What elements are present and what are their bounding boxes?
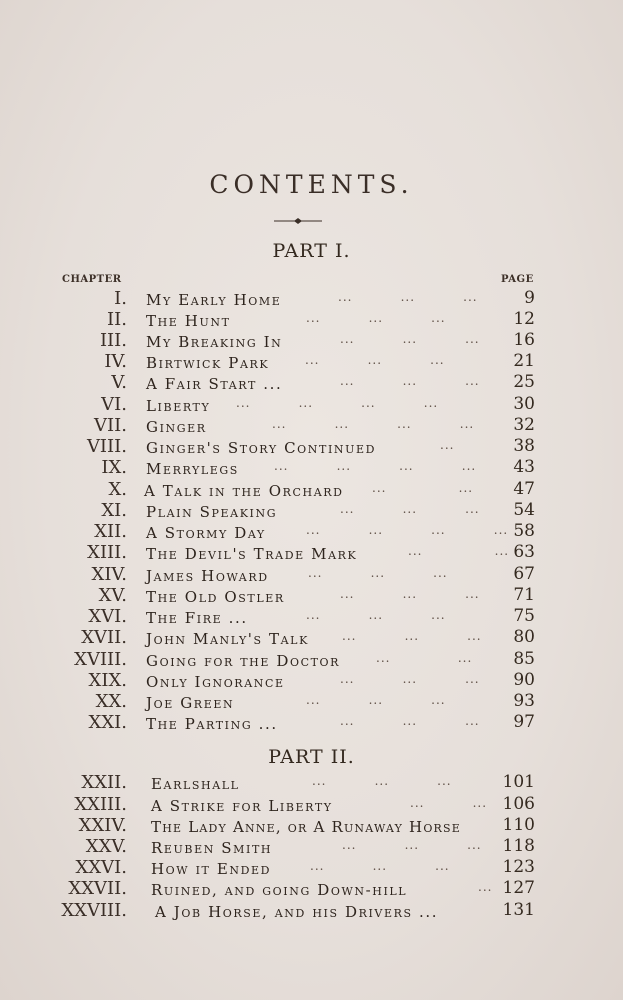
chapter-title: A Stormy Day — [146, 524, 266, 542]
chapter-title: Ruined, and going Down-hill — [151, 881, 408, 899]
leader-dots: ... ... ... ... — [274, 459, 477, 473]
chapter-title: My Breaking In — [146, 333, 283, 351]
chapter-title: James Howard — [146, 567, 269, 585]
chapter-number: XXI. — [88, 712, 127, 733]
contents-title: CONTENTS. — [209, 170, 414, 199]
chapter-title: Ginger's Story Continued — [146, 439, 377, 457]
page-number: 106 — [502, 794, 535, 814]
toc-row[interactable] — [0, 606, 623, 627]
chapter-title: John Manly's Talk — [146, 630, 309, 648]
chapter-title: A Talk in the Orchard — [144, 482, 344, 500]
leader-dots: ... ... ... — [306, 608, 446, 622]
chapter-number: XVIII. — [74, 649, 127, 670]
leader-dots: ... — [440, 438, 455, 452]
toc-row[interactable] — [0, 288, 623, 309]
toc-row[interactable] — [0, 772, 623, 793]
chapter-title: Birtwick Park — [146, 354, 270, 372]
leader-dots: ... ... ... — [310, 859, 450, 873]
chapter-number: XXVIII. — [61, 900, 127, 921]
toc-row[interactable] — [0, 564, 623, 585]
chapter-column-label: CHAPTER — [62, 274, 122, 285]
leader-dots: ... ... ... — [305, 353, 445, 367]
chapter-title: Going for the Doctor — [146, 652, 341, 670]
chapter-number: XII. — [94, 521, 127, 542]
toc-row[interactable] — [0, 691, 623, 712]
chapter-number: IX. — [101, 457, 127, 478]
leader-dots: ... ... ... ... — [306, 523, 509, 537]
ornament-divider-icon — [272, 216, 324, 226]
chapter-number: XIV. — [91, 564, 127, 585]
toc-row[interactable] — [0, 500, 623, 521]
toc-row[interactable] — [0, 878, 623, 899]
leader-dots: ... ... — [376, 651, 473, 665]
chapter-title: The Hunt — [146, 312, 231, 330]
chapter-number: IV. — [104, 351, 127, 372]
page-number: 9 — [524, 288, 535, 308]
chapter-title: The Fire ... — [146, 609, 248, 627]
toc-row[interactable] — [0, 436, 623, 457]
toc-row[interactable] — [0, 649, 623, 670]
page-number: 58 — [513, 521, 535, 541]
part-two-heading: PART II. — [268, 746, 355, 768]
chapter-title: The Devil's Trade Mark — [146, 545, 358, 563]
chapter-number: II. — [107, 309, 127, 330]
leader-dots: ... ... ... — [306, 693, 446, 707]
leader-dots: ... ... ... ... — [236, 396, 439, 410]
chapter-number: XX. — [95, 691, 127, 712]
chapter-title: How it Ended — [151, 860, 272, 878]
chapter-title: Joe Green — [146, 694, 235, 712]
page-number: 12 — [513, 309, 535, 329]
chapter-number: III. — [99, 330, 127, 351]
leader-dots: ... — [478, 880, 493, 894]
leader-dots: ... ... ... — [342, 838, 482, 852]
leader-dots: ... ... ... — [306, 311, 446, 325]
toc-row[interactable] — [0, 794, 623, 815]
toc-row[interactable] — [0, 330, 623, 351]
chapter-title: The Old Ostler — [146, 588, 285, 606]
leader-dots: ... ... ... — [340, 502, 480, 516]
leader-dots: ... ... — [372, 481, 474, 495]
chapter-title: Plain Speaking — [146, 503, 278, 521]
chapter-title: A Job Horse, and his Drivers ... — [155, 903, 439, 921]
chapter-number: VIII. — [86, 436, 127, 457]
chapter-number: XXII. — [81, 772, 127, 793]
page-number: 85 — [513, 649, 535, 669]
chapter-title: A Fair Start ... — [146, 375, 283, 393]
chapter-number: V. — [111, 372, 127, 393]
leader-dots: ... ... ... — [338, 290, 478, 304]
page-number: 38 — [513, 436, 535, 456]
page-number: 123 — [502, 857, 535, 877]
page-number: 118 — [502, 836, 535, 856]
page-number: 80 — [513, 627, 535, 647]
page-number: 63 — [513, 542, 535, 562]
toc-row[interactable] — [0, 585, 623, 606]
leader-dots: ... ... ... — [340, 332, 480, 346]
chapter-number: XXIV. — [78, 815, 127, 836]
chapter-number: I. — [114, 288, 127, 309]
toc-row[interactable] — [0, 372, 623, 393]
page-number: 97 — [513, 712, 535, 732]
toc-row[interactable] — [0, 394, 623, 415]
chapter-title: The Parting ... — [146, 715, 278, 733]
chapter-title: A Strike for Liberty — [151, 797, 333, 815]
page-number: 16 — [513, 330, 535, 350]
page-number: 47 — [513, 479, 535, 499]
leader-dots: ... ... ... — [308, 566, 448, 580]
page-number: 32 — [513, 415, 535, 435]
chapter-number: XXV. — [85, 836, 127, 857]
page-number: 75 — [513, 606, 535, 626]
chapter-number: XXVI. — [75, 857, 127, 878]
page-number: 21 — [513, 351, 535, 371]
chapter-number: XI. — [101, 500, 127, 521]
page-number: 71 — [513, 585, 535, 605]
leader-dots: ... ... ... — [340, 587, 480, 601]
page-number: 101 — [502, 772, 535, 792]
toc-row[interactable] — [0, 836, 623, 857]
page-number: 93 — [513, 691, 535, 711]
chapter-number: XV. — [98, 585, 127, 606]
page-number: 25 — [513, 372, 535, 392]
chapter-number: XVII. — [81, 627, 127, 648]
toc-row[interactable] — [0, 415, 623, 436]
toc-row[interactable] — [0, 457, 623, 478]
toc-row[interactable] — [0, 712, 623, 733]
chapter-number: VI. — [101, 394, 127, 415]
toc-row[interactable] — [0, 670, 623, 691]
chapter-number: XIII. — [87, 542, 127, 563]
page-column-label: PAGE — [501, 274, 534, 285]
page-number: 131 — [502, 900, 535, 920]
page-number: 90 — [513, 670, 535, 690]
chapter-number: XXVII. — [68, 878, 127, 899]
chapter-title: My Early Home — [146, 291, 282, 309]
chapter-number: XXIII. — [74, 794, 127, 815]
chapter-number: XIX. — [88, 670, 127, 691]
part-one-heading: PART I. — [272, 240, 351, 262]
leader-dots: ... ... ... ... — [272, 417, 475, 431]
chapter-title: Merrylegs — [146, 460, 239, 478]
toc-row[interactable] — [0, 542, 623, 563]
toc-row[interactable] — [0, 857, 623, 878]
page-number: 43 — [513, 457, 535, 477]
chapter-title: Earlshall — [151, 775, 240, 793]
leader-dots: ... ... ... — [340, 714, 480, 728]
leader-dots: ... ... — [408, 544, 510, 558]
toc-row[interactable] — [0, 309, 623, 330]
toc-row[interactable] — [0, 815, 623, 836]
toc-row[interactable] — [0, 521, 623, 542]
page-number: 54 — [513, 500, 535, 520]
leader-dots: ... ... ... — [312, 774, 452, 788]
chapter-title: Liberty — [146, 397, 211, 415]
page-number: 67 — [513, 564, 535, 584]
chapter-number: XVI. — [88, 606, 127, 627]
toc-row[interactable] — [0, 900, 623, 921]
chapter-number: X. — [108, 479, 127, 500]
chapter-title: The Lady Anne, or A Runaway Horse — [151, 818, 461, 836]
chapter-title: Only Ignorance — [146, 673, 285, 691]
chapter-title: Reuben Smith — [151, 839, 273, 857]
leader-dots: ... ... — [410, 796, 488, 810]
leader-dots: ... ... ... — [340, 374, 480, 388]
page-number: 30 — [513, 394, 535, 414]
chapter-title: Ginger — [146, 418, 207, 436]
leader-dots: ... ... ... — [340, 672, 480, 686]
page-number: 127 — [502, 878, 535, 898]
toc-row[interactable] — [0, 351, 623, 372]
page-number: 110 — [502, 815, 535, 835]
chapter-number: VII. — [94, 415, 127, 436]
leader-dots: ... ... ... — [342, 629, 482, 643]
toc-row[interactable] — [0, 479, 623, 500]
toc-row[interactable] — [0, 627, 623, 648]
